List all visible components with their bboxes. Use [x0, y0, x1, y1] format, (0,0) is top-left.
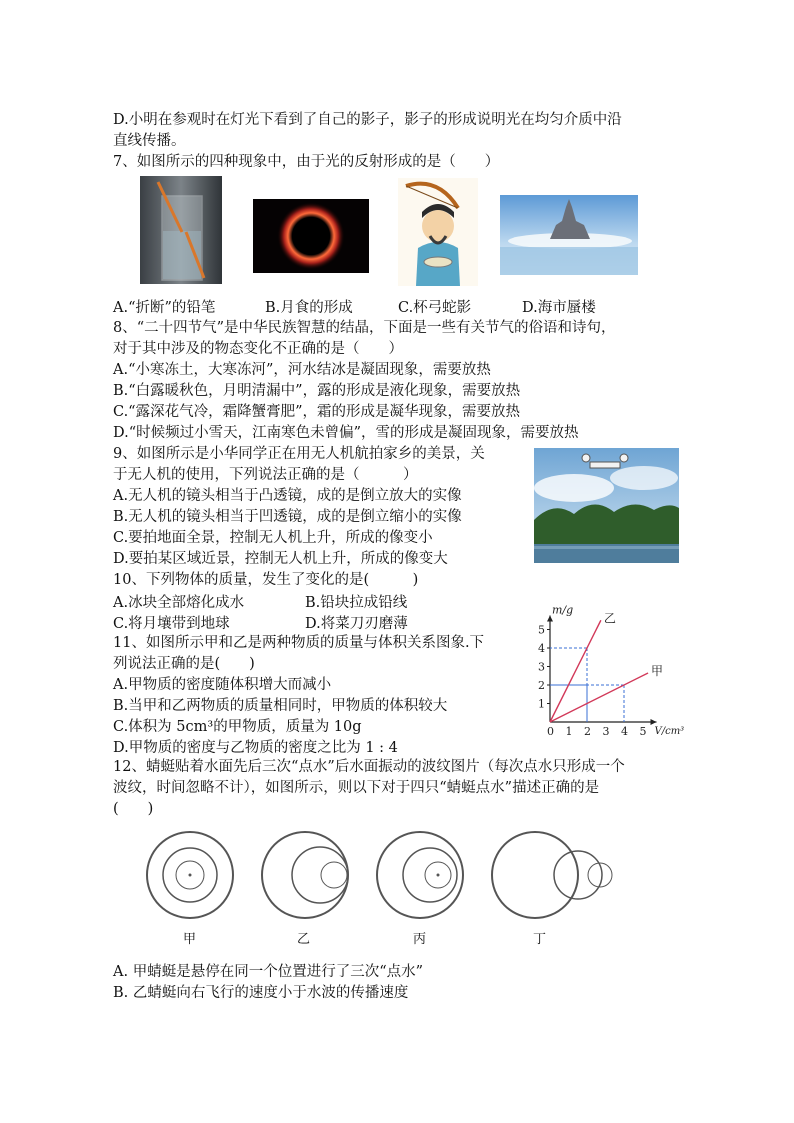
- q7-option-b: B.月食的形成: [265, 300, 353, 316]
- q11-option-a: A.甲物质的密度随体积增大而减小: [113, 677, 332, 693]
- y-axis-label: m/g: [552, 603, 574, 617]
- option-d-text-cont: 直线传播。: [113, 133, 186, 149]
- question-12: 12、蜻蜓贴着水面先后三次“点水”后水面振动的波纹图片（每次点水只形成一个: [113, 759, 625, 775]
- q10-option-a: A.冰块全部熔化成水: [113, 595, 245, 611]
- q9-option-b: B.无人机的镜头相当于凹透镜，成的是倒立缩小的实像: [113, 509, 462, 525]
- y-tick-label: 3: [538, 660, 545, 674]
- ripple-yi: [262, 832, 348, 918]
- question-9: 9、如图所示是小华同学正在用无人机航拍家乡的美景，关: [113, 446, 485, 462]
- x-tick-label: 0: [547, 725, 554, 738]
- question-7: 7、如图所示的四种现象中，由于光的反射形成的是（ ）: [113, 154, 500, 170]
- ripple-label-jia: 甲: [183, 932, 197, 947]
- q7-option-d: D.海市蜃楼: [522, 300, 596, 316]
- ripple-figures: [130, 820, 630, 950]
- x-tick-label: 2: [584, 725, 591, 738]
- ripple-label-bing: 丙: [413, 932, 427, 947]
- series-line: [550, 673, 648, 722]
- series-label: 乙: [603, 611, 616, 626]
- question-9-cont: 于无人机的使用，下列说法正确的是（ ）: [113, 467, 418, 483]
- cup-bow-snake-image: [398, 178, 478, 286]
- x-axis-label: V/cm³: [654, 726, 685, 737]
- question-12-cont: 波纹，时间忽略不计），如图所示，则以下对于四只“蜻蜓点水”描述正确的是: [113, 780, 600, 796]
- q7-option-a: A.“折断”的铅笔: [113, 300, 216, 316]
- pencil-glass-image: [140, 176, 222, 284]
- ripple-label-yi: 乙: [297, 932, 311, 947]
- q8-option-b: B.“白露暖秋色，月明清漏中”，露的形成是液化现象，需要放热: [113, 383, 521, 399]
- x-axis-arrow: [651, 719, 657, 725]
- q10-option-d: D.将菜刀刃磨薄: [305, 616, 408, 632]
- mirage-image: [500, 195, 638, 275]
- question-8: 8、“二十四节气”是中华民族智慧的结晶，下面是一些有关节气的俗语和诗句，: [113, 320, 616, 336]
- q10-option-b: B.铅块拉成铅线: [305, 595, 408, 611]
- q7-option-c: C.杯弓蛇影: [398, 300, 472, 316]
- question-11-cont: 列说法正确的是( ): [113, 656, 255, 672]
- series-line: [550, 620, 601, 722]
- x-tick-label: 5: [639, 725, 647, 738]
- q9-option-a: A.无人机的镜头相当于凸透镜，成的是倒立放大的实像: [113, 488, 462, 504]
- question-10: 10、下列物体的质量，发生了变化的是( ): [113, 572, 419, 588]
- drone-landscape-image: [534, 448, 679, 563]
- q8-option-a: A.“小寒冻土，大寒冻河”，河水结冰是凝固现象，需要放热: [113, 362, 491, 378]
- ripple-label-ding: 丁: [533, 932, 547, 947]
- series-label: 甲: [651, 663, 664, 678]
- eclipse-image: [253, 199, 369, 273]
- q11-option-d: D.甲物质的密度与乙物质的密度之比为 1 : 4: [113, 740, 398, 756]
- question-11: 11、如图所示甲和乙是两种物质的质量与体积关系图象.下: [113, 635, 485, 651]
- y-tick-label: 1: [538, 697, 545, 711]
- q12-option-a: A. 甲蜻蜓是悬停在同一个位置进行了三次“点水”: [113, 964, 424, 980]
- y-tick-label: 4: [538, 642, 545, 655]
- ripple-ding: [492, 832, 612, 918]
- y-tick-label: 5: [538, 623, 545, 637]
- mass-volume-chart: [528, 596, 698, 748]
- q11-option-b: B.当甲和乙两物质的质量相同时，甲物质的体积较大: [113, 698, 448, 714]
- y-tick-label: 2: [538, 679, 545, 692]
- q11-option-c: C.体积为 5cm³的甲物质，质量为 10g: [113, 719, 362, 735]
- x-tick-label: 3: [602, 725, 610, 738]
- option-d-text: D.小明在参观时在灯光下看到了自己的影子，影子的形成说明光在均匀介质中沿: [113, 112, 622, 128]
- q9-option-d: D.要拍某区域近景，控制无人机上升，所成的像变大: [113, 551, 448, 567]
- question-12-blank: ( ): [113, 801, 154, 817]
- question-8-cont: 对于其中涉及的物态变化不正确的是（ ）: [113, 341, 403, 357]
- q12-option-b: B. 乙蜻蜓向右飞行的速度小于水波的传播速度: [113, 985, 409, 1001]
- q8-option-c: C.“露深花气冷，霜降蟹膏肥”，霜的形成是凝华现象，需要放热: [113, 404, 521, 420]
- q8-option-d: D.“时候频过小雪天，江南寒色未曾偏”，雪的形成是凝固现象，需要放热: [113, 425, 579, 441]
- x-tick-label: 4: [621, 725, 628, 738]
- ripple-jia: [147, 832, 233, 918]
- x-tick-label: 1: [565, 725, 573, 738]
- q9-option-c: C.要拍地面全景，控制无人机上升，所成的像变小: [113, 530, 433, 546]
- ripple-bing: [377, 832, 463, 918]
- q10-option-c: C.将月壤带到地球: [113, 616, 230, 632]
